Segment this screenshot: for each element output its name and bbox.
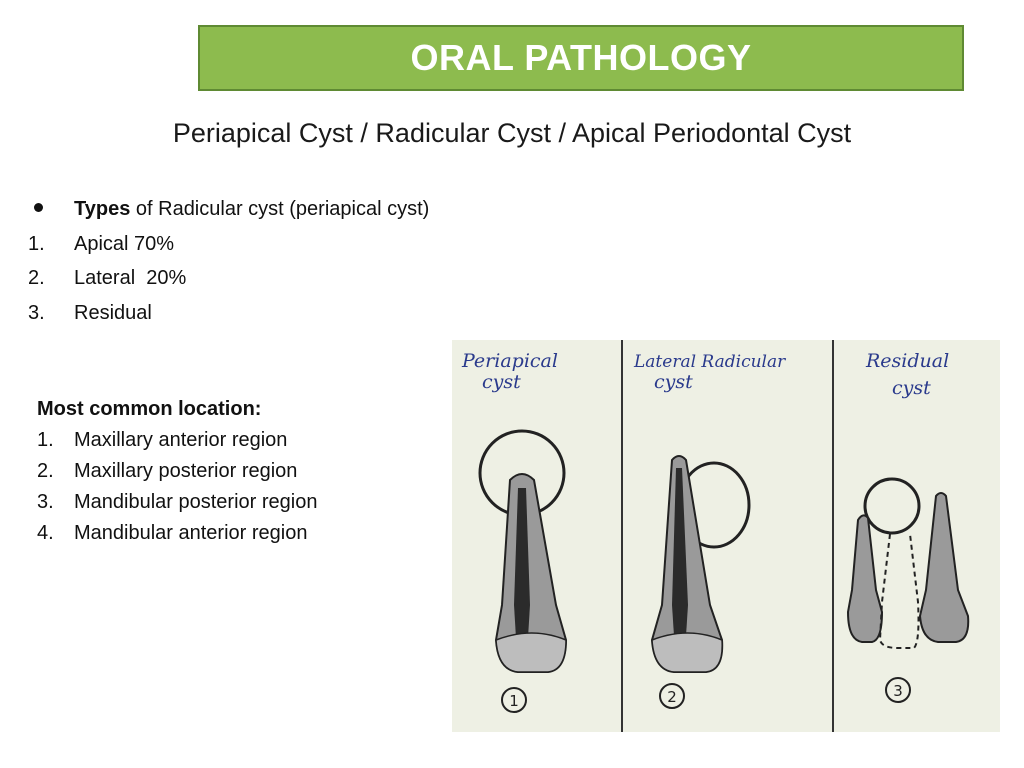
- panel-1-label-sub: cyst: [482, 371, 521, 393]
- list-item: [37, 487, 317, 518]
- page-title: ORAL PATHOLOGY: [410, 37, 752, 78]
- page-subtitle: Periapical Cyst / Radicular Cyst / Apical Periodontal Cyst: [172, 118, 852, 148]
- list-item: [28, 261, 429, 296]
- panel-1-label: Periapical: [462, 350, 558, 372]
- list-number: 2.: [28, 267, 45, 289]
- list-item-text: Mandibular posterior region: [74, 491, 318, 513]
- types-bullet: [28, 192, 429, 227]
- list-item: [37, 518, 317, 549]
- list-item: [37, 456, 317, 487]
- svg-text:3: 3: [893, 682, 903, 700]
- list-number: 4.: [37, 522, 54, 544]
- svg-text:1: 1: [509, 692, 519, 710]
- list-number: 3.: [28, 301, 45, 324]
- bullet-dot-icon: [34, 203, 43, 212]
- types-list: [28, 192, 429, 330]
- list-item: [37, 425, 317, 456]
- list-number: 3.: [37, 491, 54, 513]
- location-section: [37, 394, 317, 549]
- list-item-text: Lateral 20%: [74, 267, 187, 289]
- list-item-text: Residual: [74, 301, 152, 324]
- svg-text:2: 2: [667, 688, 677, 706]
- panel-2-label-sub: cyst: [654, 371, 693, 393]
- cyst-types-drawing: [452, 340, 1000, 732]
- list-number: 1.: [28, 232, 45, 255]
- panel-3-label: Residual: [866, 350, 950, 372]
- list-item-text: Maxillary anterior region: [74, 429, 288, 451]
- list-item: [28, 227, 429, 262]
- bullet-marker: [28, 192, 74, 227]
- list-number: 1.: [37, 429, 54, 451]
- list-item-text: Mandibular anterior region: [74, 522, 308, 544]
- location-list: [37, 425, 317, 549]
- title-banner: [198, 25, 964, 91]
- panel-2-label: Lateral Radicular: [634, 352, 786, 372]
- list-item-text: Maxillary posterior region: [74, 460, 298, 482]
- location-heading: Most common location:: [37, 398, 262, 420]
- list-item: [28, 296, 429, 331]
- types-bullet-rest: of Radicular cyst (periapical cyst): [130, 198, 430, 220]
- types-bold-label: Types: [74, 198, 131, 220]
- types-bullet-text: [74, 192, 429, 227]
- panel-3-label-sub: cyst: [892, 377, 931, 399]
- list-number: 2.: [37, 460, 54, 482]
- list-item-text: Apical 70%: [74, 232, 175, 255]
